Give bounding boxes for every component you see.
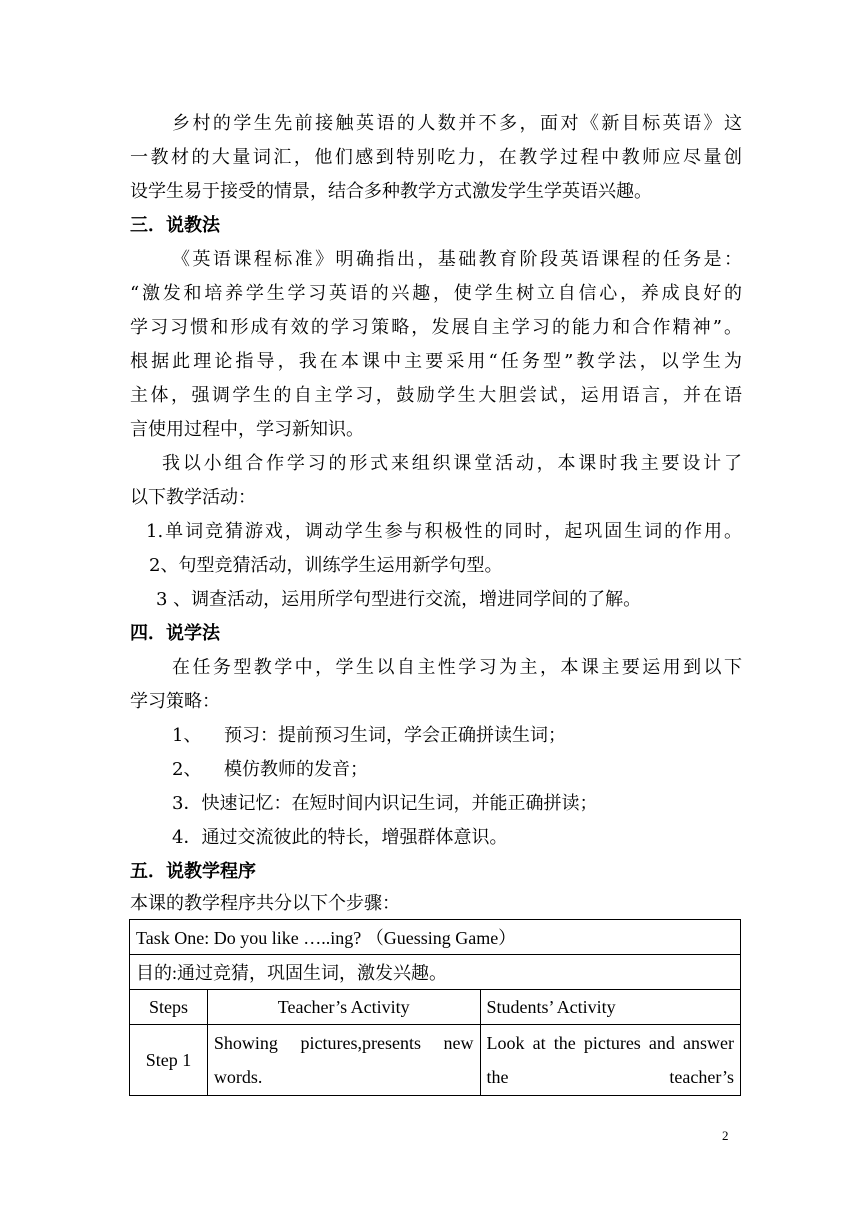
page-number: 2 xyxy=(722,1128,729,1143)
table-row xyxy=(130,920,741,955)
section-heading-teaching-procedure: 五．说教学程序 xyxy=(130,861,256,882)
strategy-number: 2、 xyxy=(172,759,202,780)
strategy-number: 1、 xyxy=(172,725,202,746)
strategy-item: 4．通过交流彼此的特长，增强群体意识。 xyxy=(172,827,508,848)
procedure-table xyxy=(129,919,741,1096)
table-row xyxy=(130,955,741,990)
paragraph-line: 我以小组合作学习的形式来组织课堂活动，本课时我主要设计了 xyxy=(162,453,742,474)
paragraph-line: 本课的教学程序共分以下个步骤： xyxy=(130,893,400,914)
paragraph-line: 学习策略： xyxy=(130,691,220,712)
students-activity-cell: Look at the pictures and answer the teacher’s xyxy=(480,1025,740,1096)
paragraph-line: 主体，强调学生的自主学习，鼓励学生大胆尝试，运用语言，并在语 xyxy=(130,385,742,406)
section-heading-learning-method: 四．说学法 xyxy=(130,623,220,644)
paragraph-line: 乡村的学生先前接触英语的人数并不多，面对《新目标英语》这 xyxy=(172,113,742,134)
paragraph-line: 以下教学活动： xyxy=(130,487,256,508)
task-title-cell: Task One: Do you like …..ing? （Guessing Game） xyxy=(130,920,741,955)
paragraph-line: 学习习惯和形成有效的学习策略，发展自主学习的能力和合作精神”。 xyxy=(130,317,742,338)
paragraph-line: 在任务型教学中，学生以自主性学习为主，本课主要运用到以下 xyxy=(172,657,742,678)
strategy-text: 预习：提前预习生词，学会正确拼读生词； xyxy=(224,725,566,746)
paragraph-line: 设学生易于接受的情景，结合多种教学方式激发学生学英语兴趣。 xyxy=(130,181,652,202)
header-teacher-activity: Teacher’s Activity xyxy=(207,990,480,1025)
paragraph-line: 《英语课程标准》明确指出，基础教育阶段英语课程的任务是： xyxy=(172,249,742,270)
strategy-text: 模仿教师的发音； xyxy=(224,759,368,780)
header-students-activity: Students’ Activity xyxy=(480,990,740,1025)
goal-cell: 目的:通过竞猜，巩固生词，激发兴趣。 xyxy=(130,955,741,990)
strategy-item: 3．快速记忆：在短时间内识记生词，并能正确拼读； xyxy=(172,793,598,814)
step-cell: Step 1 xyxy=(130,1025,208,1096)
paragraph-line: 根据此理论指导，我在本课中主要采用“任务型”教学法，以学生为 xyxy=(130,351,742,372)
table-row xyxy=(130,1025,741,1096)
header-steps: Steps xyxy=(130,990,208,1025)
section-heading-teaching-method: 三．说教法 xyxy=(130,215,220,236)
list-item: 1.单词竞猜游戏，调动学生参与积极性的同时，起巩固生词的作用。 xyxy=(146,521,742,542)
teacher-activity-cell: Showing pictures,presents new words. xyxy=(207,1025,480,1096)
paragraph-line: 言使用过程中，学习新知识。 xyxy=(130,419,364,440)
paragraph-line: “激发和培养学生学习英语的兴趣，使学生树立自信心，养成良好的 xyxy=(130,283,742,304)
paragraph-line: 一教材的大量词汇，他们感到特别吃力，在教学过程中教师应尽量创 xyxy=(130,147,742,168)
list-item: 2、句型竞猜活动，训练学生运用新学句型。 xyxy=(149,555,503,576)
list-item: 3 、调查活动，运用所学句型进行交流，增进同学间的了解。 xyxy=(156,589,642,610)
table-header-row xyxy=(130,990,741,1025)
